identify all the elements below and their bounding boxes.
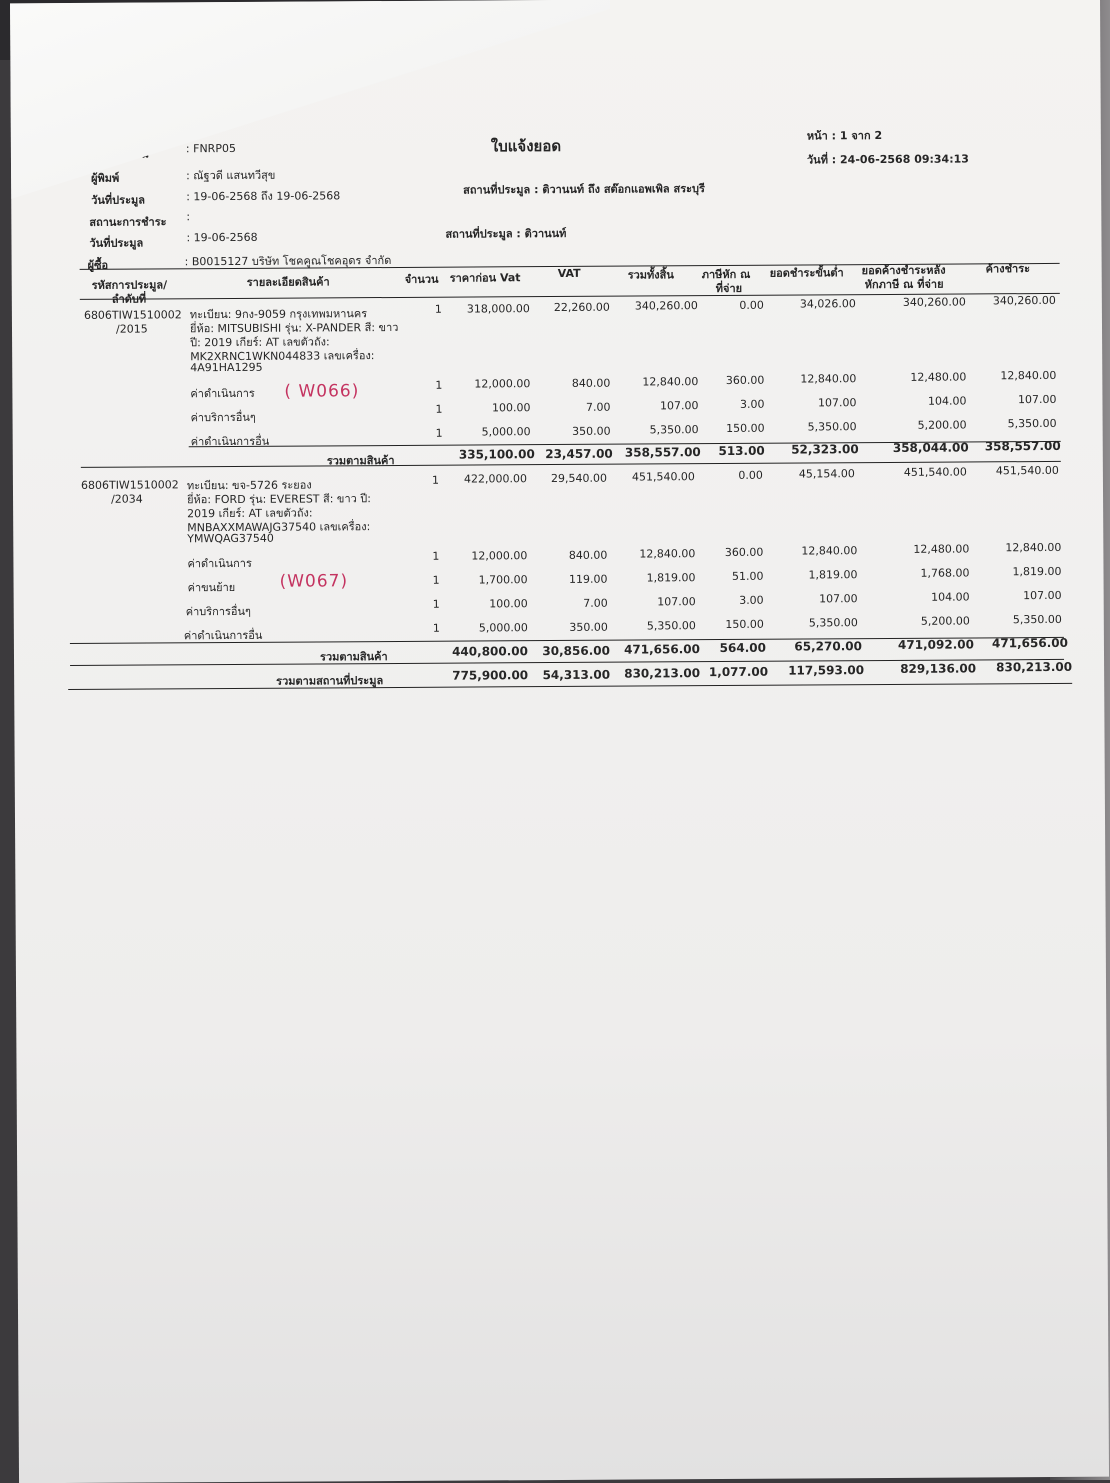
outstanding-cell: 12,840.00 — [1005, 540, 1062, 555]
outstanding-cell: 12,840.00 — [1000, 368, 1057, 383]
outstanding-cell: 5,350.00 — [1007, 416, 1057, 431]
auction-date2-value: : 19-06-2568 — [186, 230, 258, 245]
auction-code: 6806TIW1510002 — [80, 478, 179, 492]
vat-cell: 22,260.00 — [553, 300, 610, 315]
col-code-2: ลำดับที่ — [111, 292, 147, 306]
vehicle-detail-line: ยี่ห้อ: FORD รุ่น: EVEREST สี: ขาว ปี: — [187, 492, 372, 507]
qty-cell: 1 — [435, 426, 443, 440]
subtotal-pre-vat: 440,800.00 — [452, 644, 529, 659]
buyer-value: : B0015127 บริษัท โชคคูณโชคอุดร จำกัด — [184, 254, 392, 269]
vat-cell: 840.00 — [568, 548, 608, 562]
subtotal-vat: 30,856.00 — [542, 643, 611, 659]
grand-total-min-pay: 117,593.00 — [788, 663, 865, 678]
outstanding-after-cell: 104.00 — [931, 590, 970, 604]
pre-vat-cell: 422,000.00 — [463, 472, 527, 486]
vat-cell: 7.00 — [585, 400, 611, 414]
grand-total-wht: 1,077.00 — [708, 664, 769, 680]
venue: สถานที่ประมูล : ติวานนท์ — [445, 226, 567, 241]
outstanding-cell: 107.00 — [1017, 392, 1057, 407]
item-name: ค่าบริการอื่นๆ — [185, 604, 251, 619]
subtotal-label: รวมตามสินค้า — [319, 650, 388, 664]
outstanding-after-cell: 1,768.00 — [920, 566, 970, 580]
qty-cell: 1 — [435, 378, 443, 392]
subtotal-total: 471,656.00 — [624, 642, 701, 657]
vat-cell: 350.00 — [569, 620, 608, 634]
col-qty: จำนวน — [404, 272, 439, 286]
wht-cell: 360.00 — [724, 545, 764, 559]
qty-cell: 1 — [432, 549, 440, 563]
vat-cell: 29,540.00 — [550, 471, 607, 486]
vat-cell: 119.00 — [569, 572, 608, 586]
subtotal-outstanding-after: 358,044.00 — [892, 440, 969, 455]
item-name: ค่าดำเนินการอื่น — [190, 434, 270, 449]
col-outstanding-after: ยอดค้างชำระหลัง — [861, 263, 946, 278]
min-pay-cell: 1,819.00 — [808, 568, 858, 582]
printer-value: : ณัฐวดี แสนทวีสุข — [186, 168, 276, 183]
vehicle-detail-line: ทะเบียน: ขจ-5726 ระยอง — [186, 478, 312, 493]
vehicle-detail-line: 2019 เกียร์: AT เลขตัวถัง: — [187, 506, 313, 521]
outstanding-after-cell: 340,260.00 — [902, 295, 966, 309]
pre-vat-cell: 100.00 — [489, 597, 528, 611]
subtotal-min-pay: 52,323.00 — [791, 442, 859, 457]
auction-code: 6806TIW1510002 — [83, 308, 182, 322]
pre-vat-cell: 5,000.00 — [481, 425, 531, 439]
item-name: ค่าดำเนินการ — [187, 556, 252, 571]
outstanding-after-cell: 12,480.00 — [913, 542, 970, 556]
total-cell: 1,819.00 — [646, 571, 696, 585]
wht-cell: 360.00 — [725, 373, 765, 387]
handwritten-note: (W067) — [279, 571, 349, 592]
wht-cell: 3.00 — [739, 397, 765, 411]
pre-vat-cell: 12,000.00 — [471, 549, 528, 563]
min-pay-cell: 34,026.00 — [799, 297, 856, 311]
wht-cell: 0.00 — [739, 298, 764, 312]
col-wht: ภาษีหัก ณ — [701, 267, 751, 282]
pre-vat-cell: 318,000.00 — [466, 302, 530, 316]
subtotal-outstanding-after: 471,092.00 — [897, 637, 974, 652]
vehicle-detail-line: MNBAXXMAWAJG37540 เลขเครื่อง: — [187, 520, 371, 535]
grand-total-label: รวมตามสถานที่ประมูล — [276, 674, 384, 688]
wht-cell: 150.00 — [726, 421, 765, 435]
subtotal-total: 358,557.00 — [624, 445, 701, 460]
subtotal-outstanding: 471,656.00 — [991, 635, 1068, 651]
total-cell: 107.00 — [657, 595, 696, 609]
grand-total-pre-vat: 775,900.00 — [452, 668, 529, 683]
qty-cell: 1 — [435, 402, 443, 416]
col-vat: VAT — [557, 266, 581, 280]
col-min-pay: ยอดชำระขั้นต่ำ — [769, 266, 844, 280]
total-cell: 5,350.00 — [646, 619, 696, 633]
vat-cell: 350.00 — [572, 424, 611, 438]
auction-seq: /2015 — [115, 322, 148, 336]
min-pay-cell: 45,154.00 — [798, 467, 855, 481]
vat-cell: 7.00 — [583, 596, 608, 610]
total-cell: 5,350.00 — [649, 423, 699, 437]
subtotal-outstanding: 358,557.00 — [984, 438, 1061, 454]
item-name: ค่าดำเนินการ — [190, 386, 255, 401]
qty-cell: 1 — [431, 473, 439, 487]
outstanding-after-cell: 5,200.00 — [917, 418, 967, 432]
vat-cell: 840.00 — [571, 376, 611, 390]
outstanding-after-cell: 104.00 — [927, 394, 967, 408]
vehicle-detail-line: ปี: 2019 เกียร์: AT เลขตัวถัง: — [190, 335, 330, 350]
pre-vat-cell: 100.00 — [491, 401, 531, 415]
qty-cell: 1 — [432, 573, 440, 587]
buyer-label: ผู้ซื้อ — [87, 258, 109, 272]
col-outstanding: ค้างชำระ — [985, 262, 1031, 276]
auction-date-label: วันที่ประมูล — [91, 193, 146, 207]
grand-total-vat: 54,313.00 — [542, 667, 611, 683]
item-name: ค่าขนย้าย — [187, 580, 236, 595]
col-code: รหัสการประมูล/ — [91, 278, 168, 292]
min-pay-cell: 107.00 — [819, 592, 858, 606]
wht-cell: 0.00 — [738, 468, 763, 482]
page-number: หน้า : 1 จาก 2 — [806, 129, 883, 143]
col-detail: รายละเอียดสินค้า — [246, 275, 330, 289]
pre-vat-cell: 12,000.00 — [474, 377, 531, 391]
subtotal-min-pay: 65,270.00 — [794, 639, 862, 654]
qty-cell: 1 — [432, 597, 440, 611]
min-pay-cell: 5,350.00 — [808, 616, 858, 630]
payment-status-value: : — [186, 210, 191, 224]
report-code-value: : FNRP05 — [185, 141, 236, 156]
total-cell: 340,260.00 — [634, 299, 698, 313]
outstanding-cell: 107.00 — [1023, 588, 1062, 603]
vehicle-detail-line: ทะเบียน: 9กง-9059 กรุงเทพมหานคร — [189, 307, 368, 322]
total-cell: 12,840.00 — [642, 375, 699, 389]
col-wht-2: ที่จ่าย — [715, 281, 743, 296]
grand-total-outstanding: 830,213.00 — [996, 659, 1073, 675]
outstanding-cell: 1,819.00 — [1012, 564, 1062, 579]
vehicle-detail-line: YMWQAG37540 — [187, 531, 274, 546]
min-pay-cell: 12,840.00 — [801, 544, 858, 558]
qty-cell: 1 — [432, 621, 440, 635]
min-pay-cell: 12,840.00 — [800, 372, 857, 386]
total-cell: 107.00 — [659, 399, 699, 413]
pre-vat-cell: 5,000.00 — [478, 621, 528, 635]
print-date: วันที่ : 24-06-2568 09:34:13 — [806, 152, 969, 167]
outstanding-cell: 340,260.00 — [992, 293, 1056, 308]
grand-total-rule-bottom — [68, 683, 1072, 690]
pre-vat-cell: 1,700.00 — [478, 573, 528, 587]
printer-label: ผู้พิมพ์ — [91, 171, 120, 185]
vehicle-detail-line: 4A91HA1295 — [190, 360, 263, 375]
total-cell: 12,840.00 — [639, 547, 696, 561]
vehicle-detail-line: ยี่ห้อ: MITSUBISHI รุ่น: X-PANDER สี: ขาว — [189, 320, 399, 336]
col-total: รวมทั้งสิ้น — [627, 268, 674, 282]
min-pay-cell: 107.00 — [817, 396, 857, 410]
wht-cell: 51.00 — [731, 569, 764, 583]
statement-sheet — [10, 0, 1109, 1483]
wht-cell: 3.00 — [739, 593, 764, 607]
page-title: ใบแจ้งยอด — [490, 136, 562, 156]
subtotal-wht: 564.00 — [719, 640, 767, 656]
venue-range: สถานที่ประมูล : ติวานนท์ ถึง สต๊อกแอพเพิล สระบุรี — [463, 182, 705, 197]
subtotal-label: รวมตามสินค้า — [326, 453, 395, 468]
total-cell: 451,540.00 — [631, 470, 695, 484]
outstanding-after-cell: 12,480.00 — [910, 370, 967, 384]
auction-date2-label: วันที่ประมูล — [89, 236, 144, 250]
outstanding-after-cell: 5,200.00 — [920, 614, 970, 628]
min-pay-cell: 5,350.00 — [807, 420, 857, 434]
payment-status-label: สถานะการชำระ — [89, 215, 167, 229]
qty-cell: 1 — [434, 302, 442, 316]
outstanding-after-cell: 451,540.00 — [903, 465, 967, 479]
item-name: ค่าบริการอื่นๆ — [190, 410, 256, 425]
col-outstanding-after-2: หักภาษี ณ ที่จ่าย — [864, 277, 944, 292]
outstanding-cell: 451,540.00 — [995, 463, 1059, 478]
grand-total-outstanding-after: 829,136.00 — [900, 661, 977, 676]
subtotal-vat: 23,457.00 — [545, 446, 613, 462]
handwritten-note: ( W066) — [284, 381, 360, 402]
subtotal-wht: 513.00 — [718, 443, 765, 459]
grand-total-total: 830,213.00 — [624, 666, 701, 681]
outstanding-cell: 5,350.00 — [1012, 612, 1062, 627]
wht-cell: 150.00 — [725, 617, 764, 631]
auction-seq: /2034 — [111, 492, 143, 506]
auction-date-value: : 19-06-2568 ถึง 19-06-2568 — [186, 189, 341, 204]
item-name: ค่าดำเนินการอื่น — [183, 628, 263, 643]
vehicle-detail-line: MK2XRNC1WKN044833 เลขเครื่อง: — [190, 349, 375, 364]
col-pre-vat: ราคาก่อน Vat — [449, 271, 521, 285]
subtotal-pre-vat: 335,100.00 — [458, 447, 535, 462]
